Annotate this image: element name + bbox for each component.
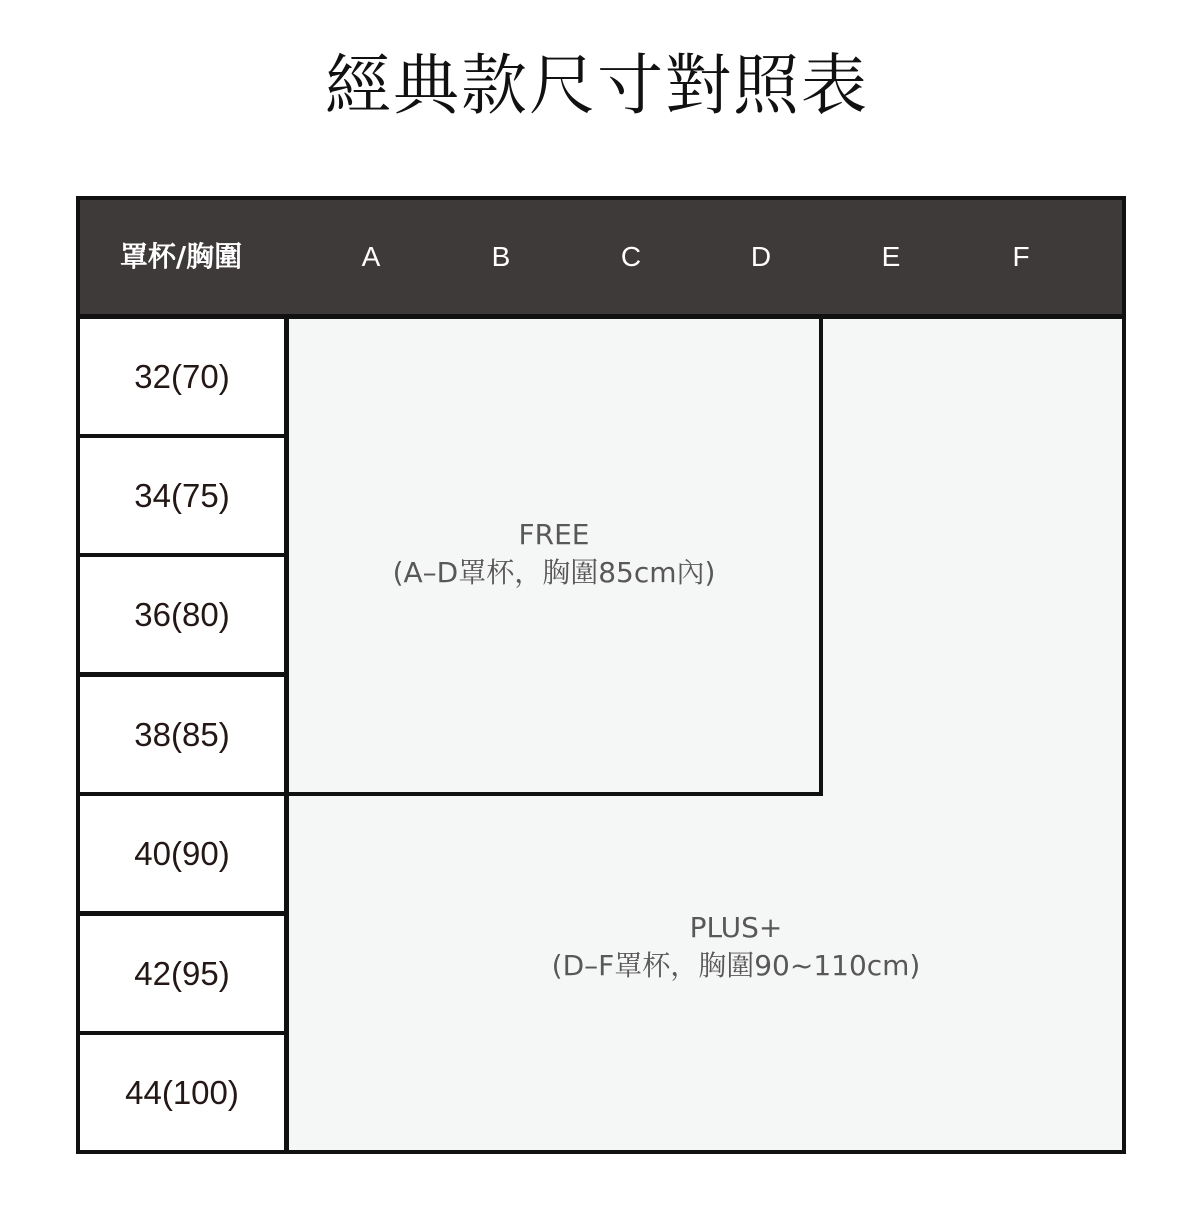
free-zone-label — [285, 516, 823, 592]
cup-header-c: C — [620, 241, 642, 272]
row-label-44: 44(100) — [76, 1031, 288, 1154]
size-chart — [76, 196, 1126, 1154]
cup-header-f: F — [1012, 241, 1030, 272]
plus-zone-detail: (D–F罩杯，胸圍90~110cm) — [551, 949, 921, 982]
row-label-38: 38(85) — [76, 673, 288, 796]
plus-zone-label — [456, 909, 1016, 985]
row-label-42: 42(95) — [76, 912, 288, 1035]
plus-zone-name: PLUS+ — [689, 911, 783, 944]
cup-header-d: D — [750, 241, 772, 272]
row-label-40: 40(90) — [76, 792, 288, 915]
cup-header-b: B — [491, 241, 511, 272]
cup-header-e: E — [881, 241, 901, 272]
row-label-34: 34(75) — [76, 434, 288, 557]
free-zone-detail: (A–D罩杯，胸圍85cm內) — [392, 556, 716, 589]
page-title: 經典款尺寸對照表 — [325, 47, 869, 124]
header-label: 罩杯/胸圍 — [119, 240, 243, 273]
row-label-32: 32(70) — [76, 315, 288, 438]
free-zone-name: FREE — [518, 518, 590, 551]
cup-header-a: A — [361, 241, 381, 272]
row-label-36: 36(80) — [76, 553, 288, 676]
